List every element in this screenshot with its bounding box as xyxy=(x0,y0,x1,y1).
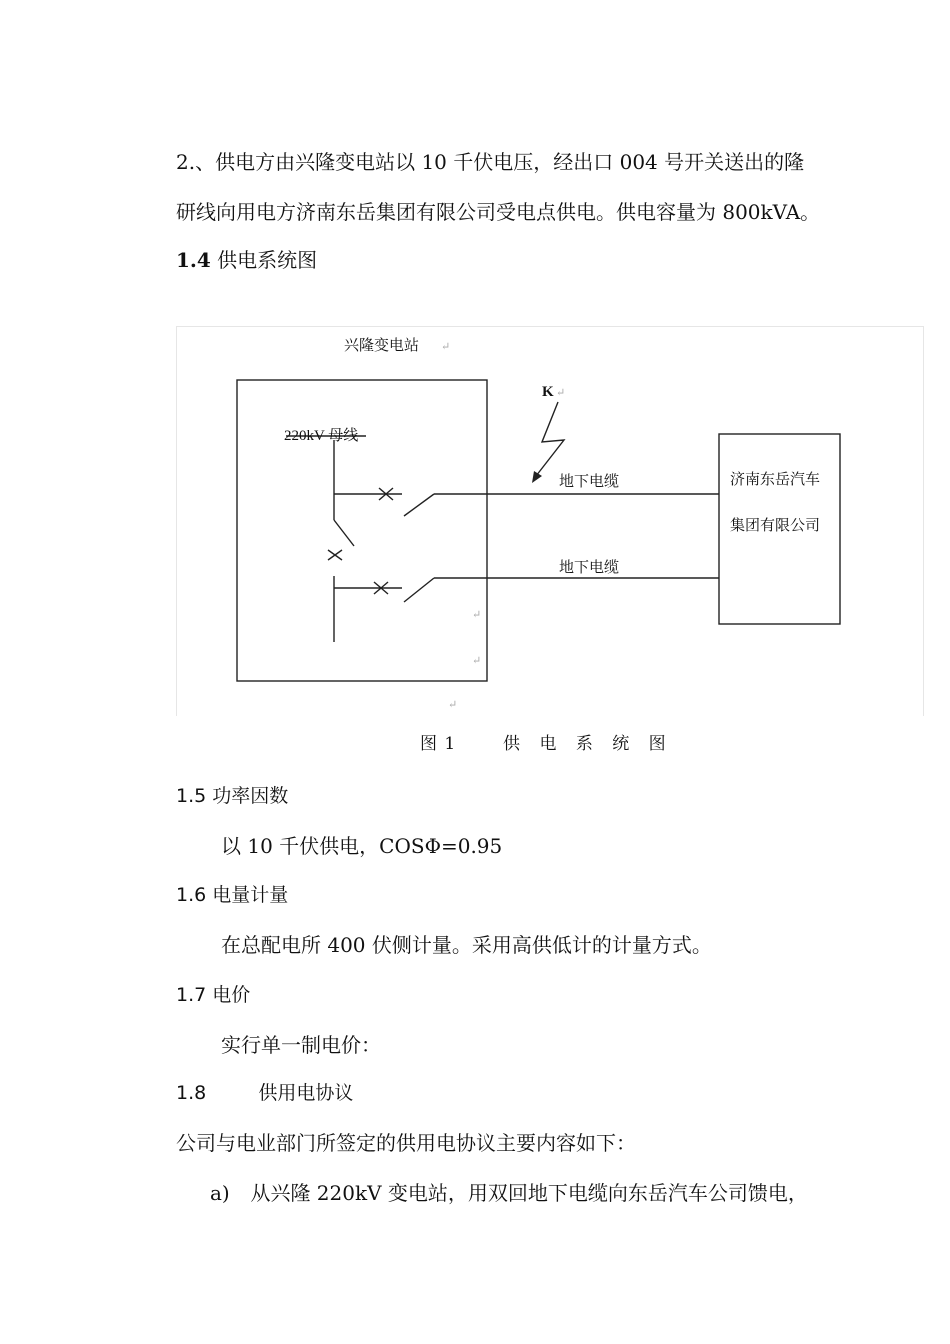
return-mark: ↵ xyxy=(472,608,482,621)
substation-box xyxy=(237,380,487,681)
section-heading-1-4 xyxy=(176,244,317,273)
busbar-label: 220kV 母线 xyxy=(284,428,359,444)
customer-label-line2: 集团有限公司 xyxy=(730,516,821,534)
section-number: 1.4 xyxy=(176,248,211,272)
k-label: K xyxy=(542,384,554,400)
section-heading-1-5: 1.5 功率因数 xyxy=(176,785,289,807)
section-heading-1-7: 1.7 电价 xyxy=(176,984,251,1006)
fault-arrow xyxy=(536,402,564,476)
section-heading-1-6: 1.6 电量计量 xyxy=(176,884,289,906)
power-supply-diagram xyxy=(176,326,924,716)
section-body-1-8: 公司与电业部门所签定的供用电协议主要内容如下： xyxy=(176,1131,636,1155)
list-marker: a) xyxy=(210,1181,230,1205)
list-item-text: 从兴隆 220kV 变电站，用双回地下电缆向东岳汽车公司馈电， xyxy=(250,1181,808,1205)
return-mark: ↵ xyxy=(556,386,566,399)
list-item xyxy=(210,1177,808,1206)
return-mark: ↵ xyxy=(448,698,458,711)
figure-caption xyxy=(420,729,673,754)
section-title: 供用电协议 xyxy=(258,1082,354,1104)
paragraph-line: 研线向用电方济南东岳集团有限公司受电点供电。供电容量为 800kVA。 xyxy=(176,200,821,224)
return-mark: ↵ xyxy=(472,654,482,667)
section-body-1-7: 实行单一制电价： xyxy=(221,1033,381,1057)
substation-label: 兴隆变电站 xyxy=(344,336,420,354)
fault-arrow-head xyxy=(532,471,542,483)
figure-title: 供 电 系 统 图 xyxy=(503,734,673,754)
section-heading-1-8 xyxy=(176,1078,353,1105)
customer-label-line1: 济南东岳汽车 xyxy=(730,470,821,488)
feeder-1-switch xyxy=(404,494,434,516)
section-body-1-6: 在总配电所 400 伏侧计量。采用高供低计的计量方式。 xyxy=(221,933,712,957)
section-body-1-5: 以 10 千伏供电，COSΦ=0.95 xyxy=(221,834,503,858)
bus-section-switch xyxy=(334,520,354,546)
feeder-2-switch xyxy=(404,578,434,602)
paragraph-line: 2.、供电方由兴隆变电站以 10 千伏电压，经出口 004 号开关送出的隆 xyxy=(176,150,805,174)
return-mark: ↵ xyxy=(441,340,451,353)
cable-1-label: 地下电缆 xyxy=(559,472,620,490)
section-title: 供电系统图 xyxy=(217,248,318,272)
section-number: 1.8 xyxy=(176,1082,207,1104)
figure-number: 图 1 xyxy=(420,734,457,754)
cable-2-label: 地下电缆 xyxy=(559,558,620,576)
